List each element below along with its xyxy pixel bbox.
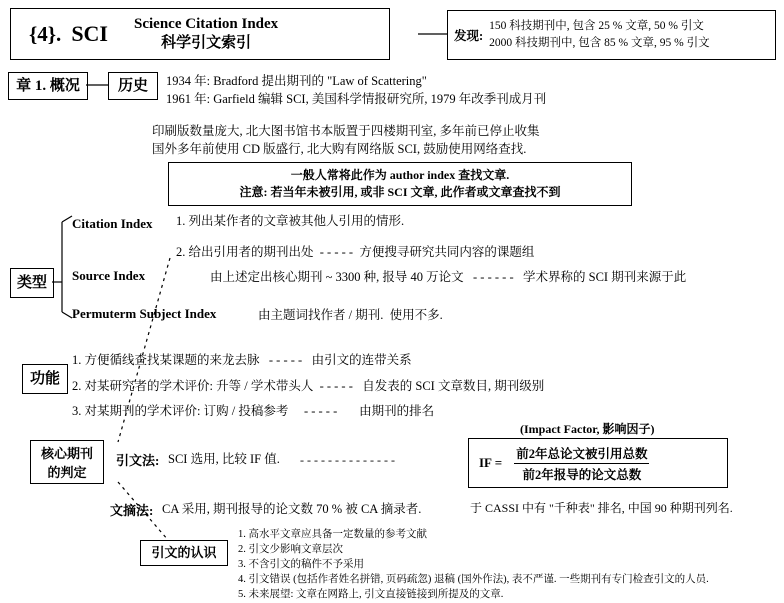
citation-method-text: SCI 选用, 比较 IF 值. [168,452,280,466]
core-label-line-2: 的判定 [47,465,87,480]
callout-line-1: 一般人常将此作为 author index 查找文章. [290,167,510,182]
header-title-en: Science Citation Index [134,15,279,32]
history-lines [166,72,686,108]
header-number: {4}. [29,21,62,46]
citation-understanding-line-2: 2. 引文少影响文章层次 [238,543,343,555]
type-item-source-index-line-1: 由上述定出核心期刊 ~ 3300 种, 报导 40 万论文 - - - - - - 学术界称的 SCI 期刊来源于此 [210,270,687,284]
functions-line-2: 2. 对某研究者的学术评价: 升等 / 学术带头人 - - - - - 自发表的 SCI 文章数目, 期刊级别 [72,378,545,393]
core-label-line-1: 核心期刊 [40,446,93,461]
if-numerator: 前2年总论文被引用总数 [514,444,649,464]
finding-box [447,10,776,60]
chapter-label: 章 1. 概况 [16,77,80,94]
functions-lines [72,348,732,425]
chapter-note-2: 国外多年前使用 CD 版盛行, 北大购有网络版 SCI, 鼓励使用网络查找. [152,142,527,157]
history-label-box [108,72,158,100]
chapter-notes [152,122,712,158]
finding-line-1: 150 科技期刊中, 包含 25 % 文章, 50 % 引文 [489,20,704,33]
citation-understanding-line-3: 3. 不含引文的稿件不予采用 [238,558,364,570]
finding-label: 发现: [454,29,484,43]
citation-method-dashes: - - - - - - - - - - - - - - [300,453,395,467]
abstract-method-text: CA 采用, 期刊报导的论文数 70 % 被 CA 摘录者. [162,502,422,516]
functions-label: 功能 [29,370,60,387]
types-label-box [10,268,54,298]
citation-method-label: 引文法: [116,453,160,468]
impact-factor-box [468,438,728,488]
functions-line-1: 1. 方便循线查找某课题的来龙去脉 - - - - - 由引文的连带关系 [72,353,412,367]
type-item-citation-index-line-1: 1. 列出某作者的文章被其他人引用的情形. [176,214,405,228]
functions-line-3: 3. 对某期刊的学术评价: 订购 / 投稿参考 - - - - - 由期刊的排名 [72,404,435,419]
header-title-box [10,8,390,60]
if-denominator: 前2年报导的论文总数 [522,467,642,482]
types-label: 类型 [16,274,47,291]
chapter-note-1: 印刷版数量庞大, 北大图书馆书本版置于四楼期刊室, 多年前已停止收集 [152,124,540,138]
if-symbol: IF = [479,455,503,470]
history-line-2: 1961 年: Garfield 编辑 SCI, 美国科学情报研究所, 1979 年改季刊成月刊 [166,92,547,107]
finding-line-2: 2000 科技期刊中, 包含 85 % 文章, 95 % 引文 [489,37,710,49]
citation-understanding-label-box [140,540,228,566]
citation-understanding-line-4: 4. 引文错误 (包括作者姓名拼错, 页码疏忽) 退稿 (国外作法), 表不严谨. 一些期刊有专门检查引文的人员. [238,573,709,585]
type-item-citation-index-line-2: 2. 给出引用者的期刊出处 - - - - - 方便搜寻研究共同内容的课题组 [176,245,535,259]
type-item-permuterm-line-1: 由主题词找作者 / 期刊. 使用不多. [258,308,443,322]
chapter-label-box [8,72,88,100]
callout-line-2: 注意: 若当年未被引用, 或非 SCI 文章, 此作者或文章查找不到 [239,185,561,199]
impact-factor-caption: (Impact Factor, 影响因子) [520,422,655,436]
header-abbrev: SCI [71,21,108,46]
callout-box [168,162,632,206]
core-label-box [30,440,104,484]
citation-understanding-lines [238,528,778,603]
type-item-source-index-name: Source Index [72,268,146,283]
functions-label-box [22,364,68,394]
type-item-permuterm-name: Permuterm Subject Index [72,306,217,321]
cassi-note: 于 CASSI 中有 "千种表" 排名, 中国 90 种期刊列名. [470,501,733,515]
history-line-1: 1934 年: Bradford 提出期刊的 "Law of Scattering" [166,74,427,88]
citation-understanding-label: 引文的认识 [151,544,217,560]
citation-understanding-line-5: 5. 未来展望: 文章在网路上, 引文直接链接到所提及的文章. [238,588,504,600]
header-title-cn: 科学引文索引 [161,35,252,51]
type-item-citation-index-name: Citation Index [72,216,153,231]
abstract-method-label: 文摘法: [110,503,154,518]
history-label: 历史 [117,77,148,94]
citation-understanding-line-1: 1. 高水平文章应具备一定数量的参考文献 [238,529,427,540]
